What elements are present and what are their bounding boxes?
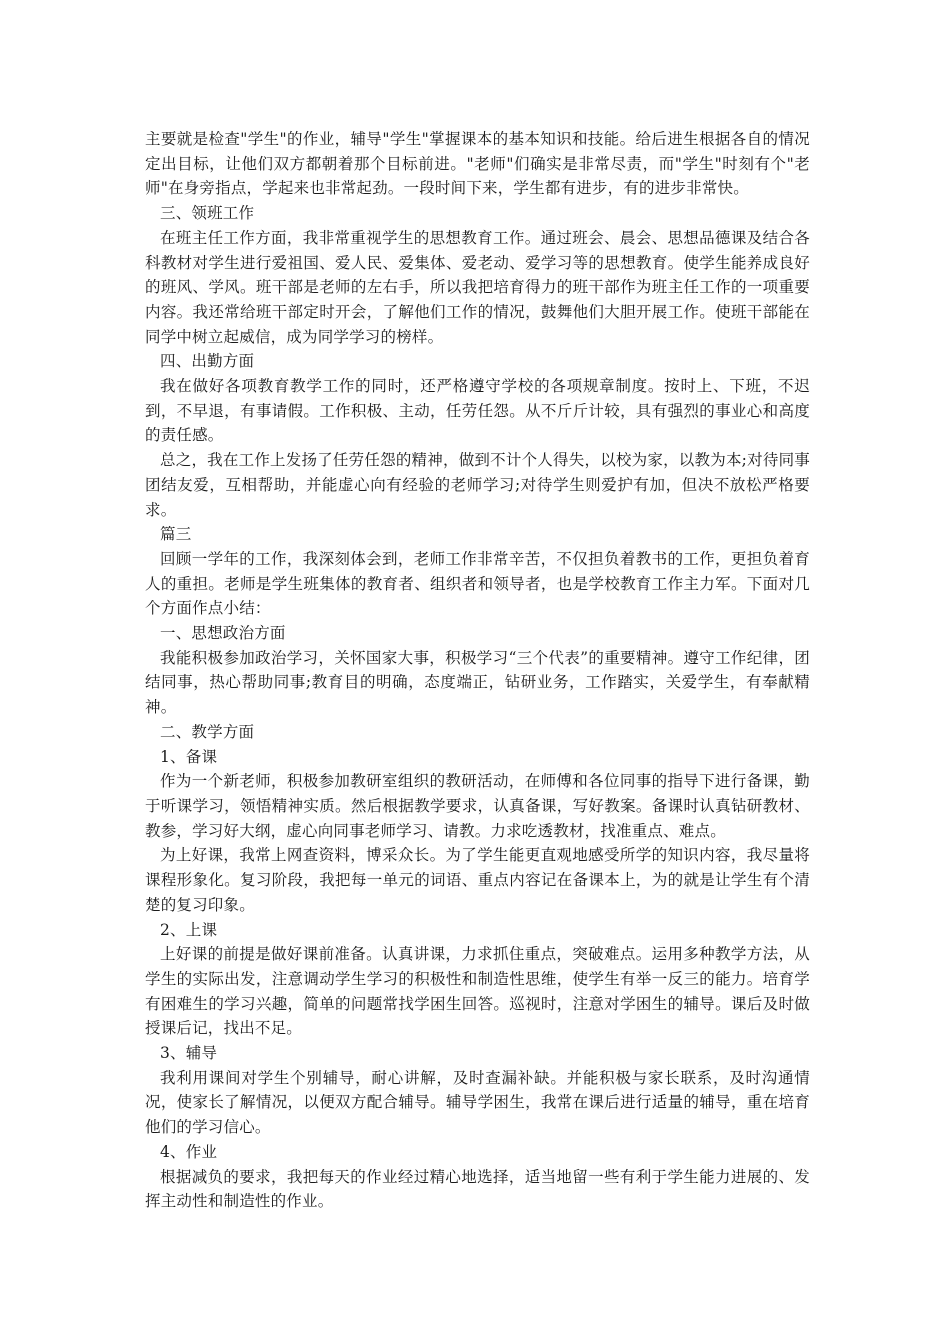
paragraph: 为上好课，我常上网查资料，博采众长。为了学生能更直观地感受所学的知识内容，我尽量将课程形象化。复习阶段，我把每一单元的词语、重点内容记在备课本上，为的就是让学生有个清楚的复习印象。 — [145, 846, 810, 914]
section-heading-leadership: 三、领班工作 — [160, 204, 255, 223]
paragraph: 我在做好各项教育教学工作的同时，还严格遵守学校的各项规章制度。按时上、下班，不迟到，不早退，有事请假。工作积极、主动，任劳任怨。从不斤斤计较，具有强烈的事业心和高度的责任感。 — [145, 377, 810, 445]
section-heading-politics: 一、思想政治方面 — [160, 624, 286, 643]
paragraph: 我能积极参加政治学习，关怀国家大事，积极学习“三个代表”的重要精神。遵守工作纪律，团结同事，热心帮助同事;教育目的明确，态度端正，钻研业务，工作踏实，关爱学生，有奉献精神。 — [145, 648, 810, 717]
paragraph: 总之，我在工作上发扬了任劳任怨的精神，做到不计个人得失，以校为家，以教为本;对待同事团结友爱，互相帮助，并能虚心向有经验的老师学习;对待学生则爱护有加，但决不放松严格要求。 — [145, 451, 810, 519]
section-heading-teaching: 二、教学方面 — [160, 722, 255, 741]
subsection-heading-preparation: 1、备课 — [160, 747, 218, 766]
subsection-heading-class: 2、上课 — [160, 920, 218, 939]
section-heading-attendance: 四、出勤方面 — [160, 352, 255, 371]
chapter-heading: 篇三 — [160, 525, 192, 544]
paragraph: 上好课的前提是做好课前准备。认真讲课，力求抓住重点，突破难点。运用多种教学方法，从学生的实际出发，注意调动学生学习的积极性和制造性思维，使学生有举一反三的能力。培育学有困难生的学习兴趣，简单的问题常找学困生回答。巡视时，注意对学困生的辅导。课后及时做授课后记，找出不足。 — [145, 945, 810, 1038]
paragraph: 根据减负的要求，我把每天的作业经过精心地选择，适当地留一些有利于学生能力进展的、发挥主动性和制造性的作业。 — [145, 1167, 810, 1211]
paragraph: 作为一个新老师，积极参加教研室组织的教研活动，在师傅和各位同事的指导下进行备课，勤于听课学习，领悟精神实质。然后根据教学要求，认真备课，写好教案。备课时认真钻研教材、教参，学习好大纲，虚心向同事老师学习、请教。力求吃透教材，找准重点、难点。 — [145, 772, 810, 840]
paragraph: 回顾一学年的工作，我深刻体会到，老师工作非常辛苦，不仅担负着教书的工作，更担负着育人的重担。老师是学生班集体的教育者、组织者和领导者，也是学校教育工作主力军。下面对几个方面作点小结： — [145, 549, 810, 618]
paragraph: 我利用课间对学生个别辅导，耐心讲解，及时查漏补缺。并能积极与家长联系，及时沟通情况，使家长了解情况，以便双方配合辅导。辅导学困生，我常在课后进行适量的辅导，重在培育他们的学习信心。 — [145, 1068, 810, 1137]
subsection-heading-tutoring: 3、辅导 — [160, 1044, 218, 1063]
paragraph: 主要就是检查"学生"的作业，辅导"学生"掌握课本的基本知识和技能。给后进生根据各自的情况定出目标，让他们双方都朝着那个目标前进。"老师"们确实是非常尽责，而"学生"时刻有个"老师"在身旁指点，学起来也非常起劲。一段时间下来，学生都有进步，有的进步非常快。 — [145, 130, 810, 198]
subsection-heading-homework: 4、作业 — [160, 1142, 218, 1161]
document-body — [145, 127, 810, 1214]
paragraph: 在班主任工作方面，我非常重视学生的思想教育工作。通过班会、晨会、思想品德课及结合各科教材对学生进行爱祖国、爱人民、爱集体、爱老动、爱学习等的思想教育。使学生能养成良好的班风、学风。班干部是老师的左右手，所以我把培育得力的班干部作为班主任工作的一项重要内容。我还常给班干部定时开会，了解他们工作的情况，鼓舞他们大胆开展工作。使班干部能在同学中树立起威信，成为同学学习的榜样。 — [145, 228, 810, 346]
